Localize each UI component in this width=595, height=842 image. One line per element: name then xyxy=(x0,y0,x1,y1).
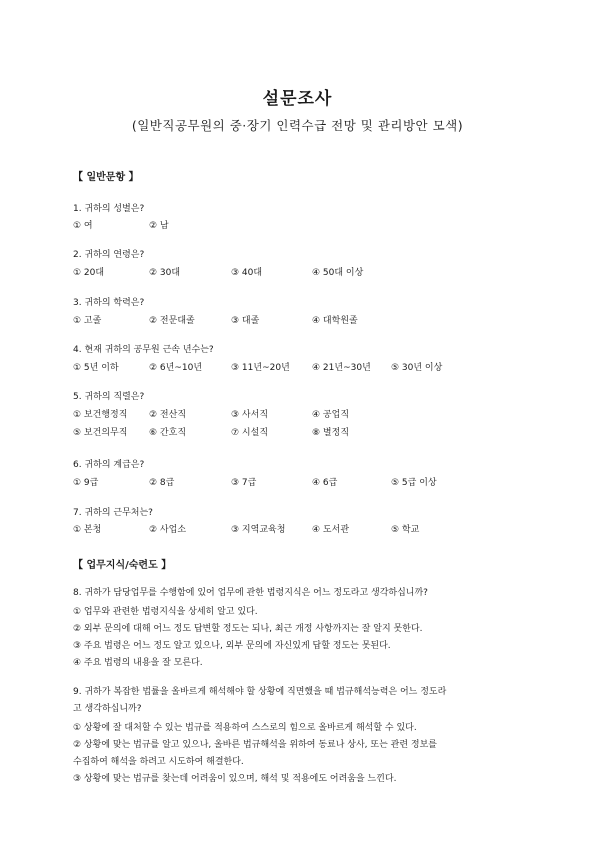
q9-option-3[interactable]: ③ 상황에 맞는 법규를 찾는데 어려움이 있으며, 해석 및 적용에도 어려움을 느낀다. xyxy=(73,774,397,784)
q8-option-3[interactable]: ③ 주요 법령은 어느 정도 알고 있으나, 외부 문의에 자신있게 답할 정도는 못된다. xyxy=(73,641,391,651)
q6-option-5[interactable]: ⑤ 5급 이상 xyxy=(391,478,437,488)
q8-option-1[interactable]: ① 업무와 관련한 법령지식을 상세히 알고 있다. xyxy=(73,607,258,617)
q6-option-4[interactable]: ④ 6급 xyxy=(312,478,338,488)
section-general-title: 【 일반문항 】 xyxy=(73,172,139,183)
page-title: 설문조사 xyxy=(262,89,333,109)
q9-option-1[interactable]: ① 상황에 잘 대처할 수 있는 법규를 적용하여 스스로의 힘으로 올바르게 해석할 수 있다. xyxy=(73,723,417,733)
q5-option-5[interactable]: ⑤ 보건의무직 xyxy=(73,428,128,438)
q2-option-4[interactable]: ④ 50대 이상 xyxy=(312,268,364,278)
q7-option-3[interactable]: ③ 지역교육청 xyxy=(231,525,286,535)
q5-option-7[interactable]: ⑦ 시설직 xyxy=(231,428,269,438)
q5-option-1[interactable]: ① 보건행정직 xyxy=(73,410,128,420)
q9-option-2[interactable]: ② 상황에 맞는 법규를 알고 있으나, 올바른 법규해석을 위하여 동료나 상사, 또는 관련 정보를 xyxy=(73,740,437,750)
question-3: 3. 귀하의 학력은? xyxy=(73,298,145,308)
q4-option-1[interactable]: ① 5년 이하 xyxy=(73,363,119,373)
q2-option-3[interactable]: ③ 40대 xyxy=(231,268,263,278)
question-6: 6. 귀하의 계급은? xyxy=(73,460,145,470)
q7-option-5[interactable]: ⑤ 학교 xyxy=(391,525,420,535)
page-subtitle: (일반직공무원의 중·장기 인력수급 전망 및 관리방안 모색) xyxy=(131,118,464,133)
q5-option-6[interactable]: ⑥ 간호직 xyxy=(149,428,187,438)
question-7: 7. 귀하의 근무처는? xyxy=(73,508,153,518)
q4-option-3[interactable]: ③ 11년~20년 xyxy=(231,363,290,373)
q7-option-1[interactable]: ① 본청 xyxy=(73,525,102,535)
q2-option-1[interactable]: ① 20대 xyxy=(73,268,105,278)
q4-option-5[interactable]: ⑤ 30년 이상 xyxy=(391,363,443,373)
q8-option-4[interactable]: ④ 주요 법령의 내용을 잘 모른다. xyxy=(73,658,203,668)
q1-option-2[interactable]: ② 남 xyxy=(149,221,169,231)
q7-option-2[interactable]: ② 사업소 xyxy=(149,525,187,535)
q8-option-2[interactable]: ② 외부 문의에 대해 어느 정도 답변할 정도는 되나, 최근 개정 사항까지는 잘 알지 못한다. xyxy=(73,624,423,634)
q6-option-3[interactable]: ③ 7급 xyxy=(231,478,257,488)
question-8: 8. 귀하가 담당업무를 수행함에 있어 업무에 관한 법령지식은 어느 정도라고 생각하십니까? xyxy=(73,588,428,598)
q5-option-4[interactable]: ④ 공업직 xyxy=(312,410,350,420)
question-5: 5. 귀하의 직렬은? xyxy=(73,392,145,402)
q1-option-1[interactable]: ① 여 xyxy=(73,221,93,231)
q3-option-3[interactable]: ③ 대졸 xyxy=(231,316,260,326)
question-4: 4. 현재 귀하의 공무원 근속 년수는? xyxy=(73,345,214,355)
question-9-line-2: 고 생각하십니까? xyxy=(73,704,142,714)
q9-option-2-continued: 수집하여 해석을 하려고 시도하여 해결한다. xyxy=(73,757,244,767)
q6-option-1[interactable]: ① 9급 xyxy=(73,478,99,488)
q7-option-4[interactable]: ④ 도서관 xyxy=(312,525,350,535)
q5-option-8[interactable]: ⑧ 별정직 xyxy=(312,428,350,438)
question-2: 2. 귀하의 연령은? xyxy=(73,250,145,260)
q2-option-2[interactable]: ② 30대 xyxy=(149,268,181,278)
q4-option-2[interactable]: ② 6년~10년 xyxy=(149,363,203,373)
q3-option-2[interactable]: ② 전문대졸 xyxy=(149,316,195,326)
q4-option-4[interactable]: ④ 21년~30년 xyxy=(312,363,371,373)
q6-option-2[interactable]: ② 8급 xyxy=(149,478,175,488)
question-9-line-1: 9. 귀하가 복잡한 법률을 올바르게 해석해야 할 상황에 직면했을 때 법규해석능력은 어느 정도라 xyxy=(73,687,447,697)
question-1: 1. 귀하의 성별은? xyxy=(73,204,145,214)
q5-option-2[interactable]: ② 전산직 xyxy=(149,410,187,420)
q5-option-3[interactable]: ③ 사서직 xyxy=(231,410,269,420)
q3-option-4[interactable]: ④ 대학원졸 xyxy=(312,316,358,326)
section-knowledge-title: 【 업무지식/숙련도 】 xyxy=(73,560,172,571)
q3-option-1[interactable]: ① 고졸 xyxy=(73,316,102,326)
